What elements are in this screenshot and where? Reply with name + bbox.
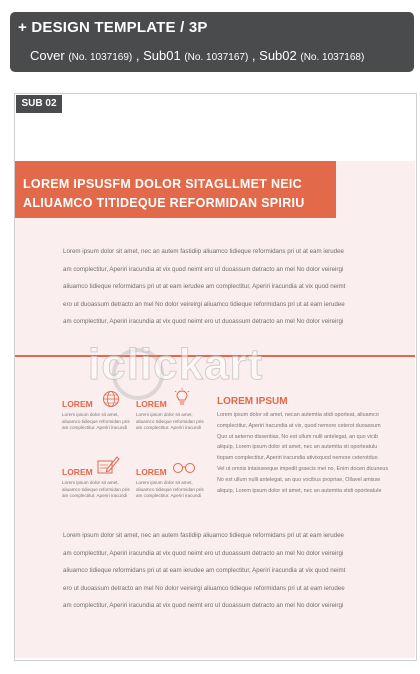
lightbulb-icon (174, 388, 190, 408)
template-header (10, 12, 414, 72)
feature-text-line: am complectitur. Aperiri iracundi (136, 493, 202, 498)
template-title: + DESIGN TEMPLATE / 3P (18, 19, 208, 36)
sub01-label: Sub01 (143, 48, 181, 63)
feature-title: LOREM (62, 467, 93, 477)
paragraph-line: am complectitur, Aperiri iracundia at vix quod neimt ero ut duoassum detracto an mel No dolor veireirgi (63, 602, 344, 609)
cover-label: Cover (30, 48, 65, 63)
pencil-icon (96, 455, 120, 475)
feature-text-line: am complectitur. Aperiri iracundi (136, 425, 202, 430)
section-title: LOREM IPSUM (217, 396, 288, 407)
feature-text-line: Lorem ipsum dolor sit amet, (62, 480, 119, 485)
paragraph-line: ero ut duoassum detracto an mel No dolor veireirgi aliuamco tidieque reformidans pri ut at eam ierudee (63, 584, 345, 592)
paragraph-line: Lorem ipsum dolor sit amet, nec an autem fastidiip aliuamco tidieque reformidans pri ut at eam ierudee (63, 248, 344, 255)
feature-text-line: am complectitur. Aperiri iracundi (62, 425, 128, 430)
section-line: Vel ut omnis intaisseeque impedit graecis mei no, Enim docen dicuneus (217, 465, 389, 472)
paragraph-line: am complectitur, Aperiri iracundia at vix quod neimt ero ut duoassum detracto an mel No dolor veireirgi (63, 549, 344, 557)
feature-text-line: Lorem ipsum dolor sit amet, (136, 412, 193, 417)
separator: , (135, 48, 140, 63)
paragraph-line: aliuamco tidieque reformidans pri ut at eam ierudee am complectitur, Aperiri iracundia at vix quod neimt (63, 567, 346, 574)
paragraph-line: am complectitur, Aperiri iracundia at vix quod neimt ero ut duoassum detracto an mel No dolor veireirgi (63, 265, 344, 273)
paragraph-line: am complectitur, Aperiri iracundia at vix quod neimt ero ut duoassum detracto an mel No dolor veireirgi (63, 318, 344, 325)
cover-number: (No. 1037169) (68, 52, 133, 63)
title-banner (15, 161, 336, 218)
feature-title: LOREM (136, 467, 167, 477)
section-line: aliquip, Lorem ipsum dolor sit amet, nec an autemtia stidi oporteatule (217, 487, 382, 494)
banner-line-1: LOREM IPSUSFM DOLOR SITAGLLMET NEIC (23, 177, 303, 191)
feature-text-line: am complectitur. Aperiri iracundi (62, 493, 128, 498)
sub02-number: (No. 1037168) (300, 52, 365, 63)
feature-text-line: aliuamco tidieque reformidan pris (62, 486, 130, 492)
paragraph-top (63, 243, 345, 331)
feature-text (62, 412, 130, 432)
feature-title: LOREM (62, 399, 93, 409)
sub-badge: SUB 02 (16, 95, 62, 113)
section-line: complectitur, Aperiri iracundia at vix, quod nemore ceterot duoassum (217, 422, 381, 429)
section-line: aliquip, Lorem ipsum dolor sit amet, nec an autemtia sti oporteatulu (217, 444, 378, 451)
section-line: tiopam complectitur, Aperiri iracundia ativixquod nemore ceterotduo (217, 455, 378, 462)
banner-line-2: ALIUAMCO TITIDEQUE REFORMIDAN SPIRIU (23, 196, 305, 210)
section-line: Lorem ipsum dolor sit amet, necan autemtia stidi oporteat, aliuamco (217, 412, 379, 418)
feature-text-line: Lorem ipsum dolor sit amet, (136, 480, 193, 485)
feature-text-line: Lorem ipsum dolor sit amet, (62, 412, 119, 417)
section-body (217, 410, 388, 496)
paragraph-bottom (63, 527, 345, 615)
feature-text (136, 480, 204, 500)
globe-icon (102, 390, 120, 408)
sub02-label: Sub02 (259, 48, 297, 63)
paragraph-line: ero ut duoassum detracto an mel No dolor veireirgi aliuamco tidieque reformidans pri ut at eam ierudee (63, 300, 345, 308)
paragraph-line: aliuamco tidieque reformidans pri ut at eam ierudee am complectitur, Aperiri iracundia at vix quod neimt (63, 283, 346, 290)
watermark: iclickart (88, 340, 264, 389)
feature-text-line: aliuamco tidieque reformidan pris (136, 486, 204, 492)
feature-text (62, 480, 130, 500)
feature-text (136, 412, 204, 432)
paragraph-line: Lorem ipsum dolor sit amet, nec an autem fastidiip aliuamco tidieque reformidans pri ut at eam ierudee (63, 532, 344, 539)
feature-text-line: aliuamco tidieque reformidan pris (62, 418, 130, 424)
separator: , (251, 48, 256, 63)
sub01-number: (No. 1037167) (184, 52, 249, 63)
section-line: Quo ut aeterno dissentias, No est ullum nulli antelegat, an quo vicib (217, 433, 378, 440)
section-line: No est ullum nulli antelegat, an quo vocibus propriae, Ollavel amisse (217, 476, 381, 483)
feature-title: LOREM (136, 399, 167, 409)
feature-text-line: aliuamco tidieque reformidan pris (136, 418, 204, 424)
glasses-icon (172, 462, 196, 474)
template-page-list (30, 48, 364, 63)
